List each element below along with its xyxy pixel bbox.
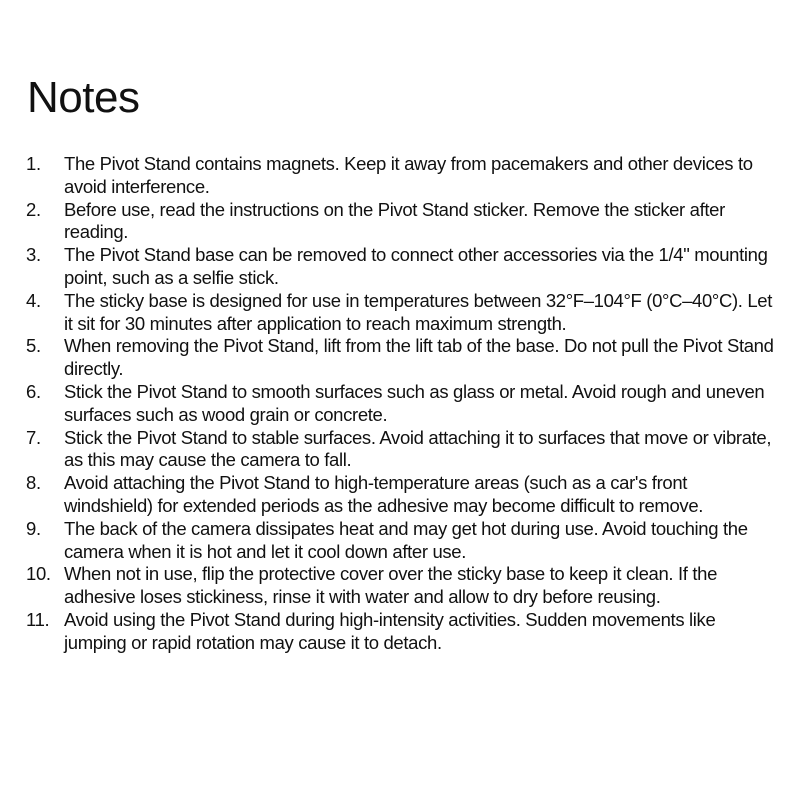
note-text: Before use, read the instructions on the Pivot Stand sticker. Remove the sticker after reading. [64, 198, 725, 243]
note-number: 8. [26, 472, 41, 494]
note-number: 4. [26, 289, 41, 311]
note-text: Avoid using the Pivot Stand during high-intensity activities. Sudden movements like jumping or rapid rotation may cause it to detach. [64, 608, 716, 653]
note-item-9 [26, 518, 778, 564]
note-number: 1. [26, 153, 41, 174]
note-item-8 [26, 472, 778, 518]
note-text: The Pivot Stand base can be removed to connect other accessories via the 1/4" mounting point, such as a selfie stick. [64, 244, 768, 288]
note-number: 6. [26, 380, 41, 402]
note-item-6 [26, 381, 778, 427]
note-item-3 [26, 244, 778, 290]
note-number: 11. [26, 608, 50, 630]
note-item-10 [26, 563, 778, 609]
note-text: The Pivot Stand contains magnets. Keep it away from pacemakers and other devices to avoid interference. [64, 153, 753, 197]
note-item-4 [26, 290, 778, 336]
note-text: The back of the camera dissipates heat and may get hot during use. Avoid touching the camera when it is hot and let it cool down after use. [64, 517, 748, 562]
page-title: Notes [27, 73, 140, 122]
note-number: 7. [26, 426, 41, 448]
note-number: 10. [26, 563, 51, 585]
note-text: Stick the Pivot Stand to smooth surfaces such as glass or metal. Avoid rough and uneven surfaces such as wood grain or concrete. [64, 380, 765, 425]
note-item-2 [26, 199, 778, 245]
note-number: 9. [26, 517, 41, 539]
note-item-11 [26, 609, 778, 655]
note-item-5 [26, 335, 778, 381]
note-number: 2. [26, 198, 41, 220]
note-text: The sticky base is designed for use in temperatures between 32°F–104°F (0°C–40°C). Let it sit for 30 minutes after application to reach maximum strength. [64, 289, 773, 334]
notes-list [26, 153, 778, 655]
note-text: Avoid attaching the Pivot Stand to high-temperature areas (such as a car's front windshield) for extended periods as the adhesive may become difficult to remove. [64, 472, 704, 516]
note-number: 3. [26, 244, 41, 266]
note-text: When removing the Pivot Stand, lift from the lift tab of the base. Do not pull the Pivot Stand directly. [64, 335, 774, 380]
note-text: When not in use, flip the protective cover over the sticky base to keep it clean. If the adhesive loses stickiness, rinse it with water and allow to dry before reusing. [64, 563, 718, 608]
note-number: 5. [26, 335, 41, 357]
note-item-7 [26, 427, 778, 473]
note-item-1 [26, 153, 778, 199]
note-text: Stick the Pivot Stand to stable surfaces. Avoid attaching it to surfaces that move or vibrate, as this may cause the camera to fall. [64, 426, 772, 471]
